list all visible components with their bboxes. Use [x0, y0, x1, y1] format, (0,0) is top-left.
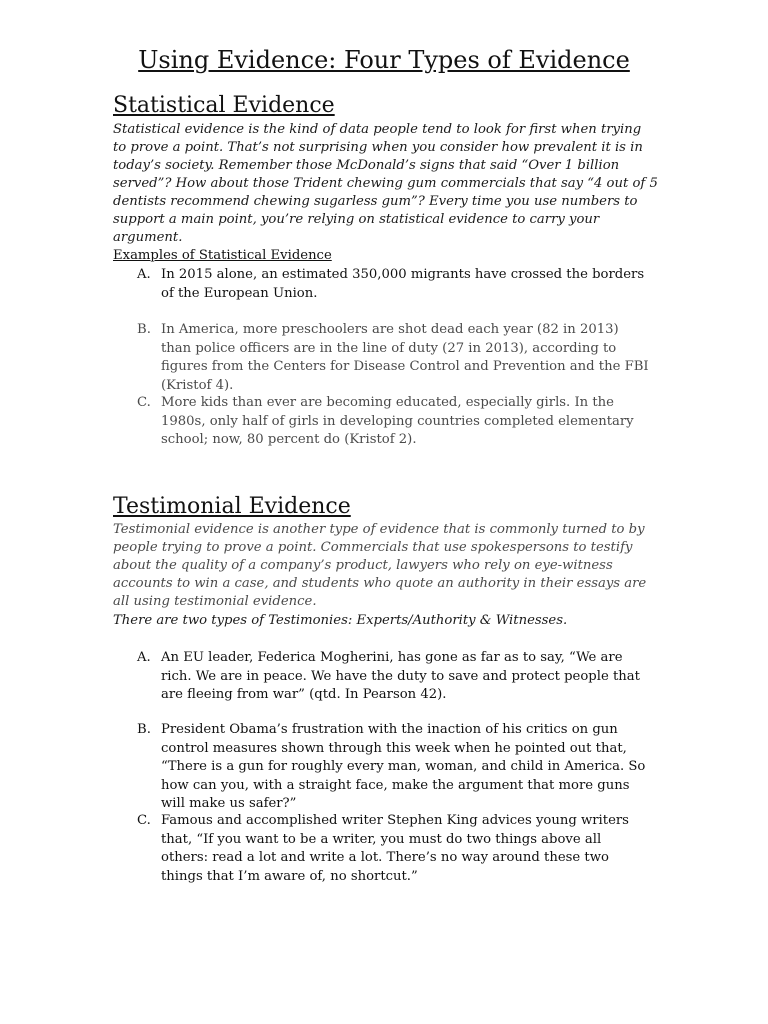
- statistical-example-c: [137, 394, 652, 450]
- testimonial-example-c: [137, 812, 652, 886]
- list-marker: B.: [137, 322, 151, 337]
- statistical-example-a: [137, 266, 652, 303]
- list-marker: A.: [137, 267, 151, 282]
- statistical-intro: Statistical evidence is the kind of data people tend to look for first when trying to prove a point. That’s not surprising when you consider how prevalent it is in today’s society. Remember those McDonald’s signs that said “Over 1 billion served”? How about those Trident chewing gum commercials that say “4 out of 5 dentists recommend chewing sugarless gum”? Every time you use numbers to support a main point, you’re relying on statistical evidence to carry your argument.: [113, 122, 658, 245]
- list-item-text: In America, more preschoolers are shot dead each year (82 in 2013) than police officers are in the line of duty (27 in 2013), according to figures from the Centers for Disease Control and Prevention and the FBI (Kristof 4).: [161, 322, 649, 393]
- testimonial-example-a: [137, 649, 652, 705]
- list-item-text: An EU leader, Federica Mogherini, has gone as far as to say, “We are rich. We are in peace. We have the duty to save and protect people that are fleeing from war” (qtd. In Pearson 42).: [161, 650, 640, 702]
- testimonial-intro: Testimonial evidence is another type of evidence that is commonly turned to by people trying to prove a point. Commercials that use spokespersons to testify about the quality of a company’s product, lawyers who rely on eye-witness accounts to win a case, and students who quote an authority in their essays are all using testimonial evidence.: [113, 522, 647, 609]
- page-title: Using Evidence: Four Types of Evidence: [138, 46, 630, 74]
- list-marker: A.: [137, 650, 151, 665]
- list-item-text: In 2015 alone, an estimated 350,000 migrants have crossed the borders of the European Union.: [161, 267, 645, 301]
- list-item-text: More kids than ever are becoming educated, especially girls. In the 1980s, only half of girls in developing countries completed elementary school; now, 80 percent do (Kristof 2).: [161, 395, 634, 447]
- list-marker: C.: [137, 395, 151, 410]
- list-item-text: Famous and accomplished writer Stephen King advices young writers that, “If you want to be a writer, you must do two things above all others: read a lot and write a lot. There’s no way around these two things that I’m aware of, no shortcut.”: [161, 813, 629, 884]
- testimonial-types-line: There are two types of Testimonies: Experts/Authority & Witnesses.: [113, 613, 568, 628]
- statistical-heading: Statistical Evidence: [113, 93, 335, 118]
- list-marker: C.: [137, 813, 151, 828]
- statistical-example-b: [137, 321, 652, 395]
- list-item-text: President Obama’s frustration with the inaction of his critics on gun control measures shown through this week when he pointed out that, “There is a gun for roughly every man, woman, and child in America. So how can you, with a straight face, make the argument that more guns will make us safer?”: [161, 722, 646, 811]
- statistical-examples-heading: Examples of Statistical Evidence: [113, 248, 332, 263]
- testimonial-heading: Testimonial Evidence: [113, 494, 351, 519]
- testimonial-example-b: [137, 721, 652, 814]
- list-marker: B.: [137, 722, 151, 737]
